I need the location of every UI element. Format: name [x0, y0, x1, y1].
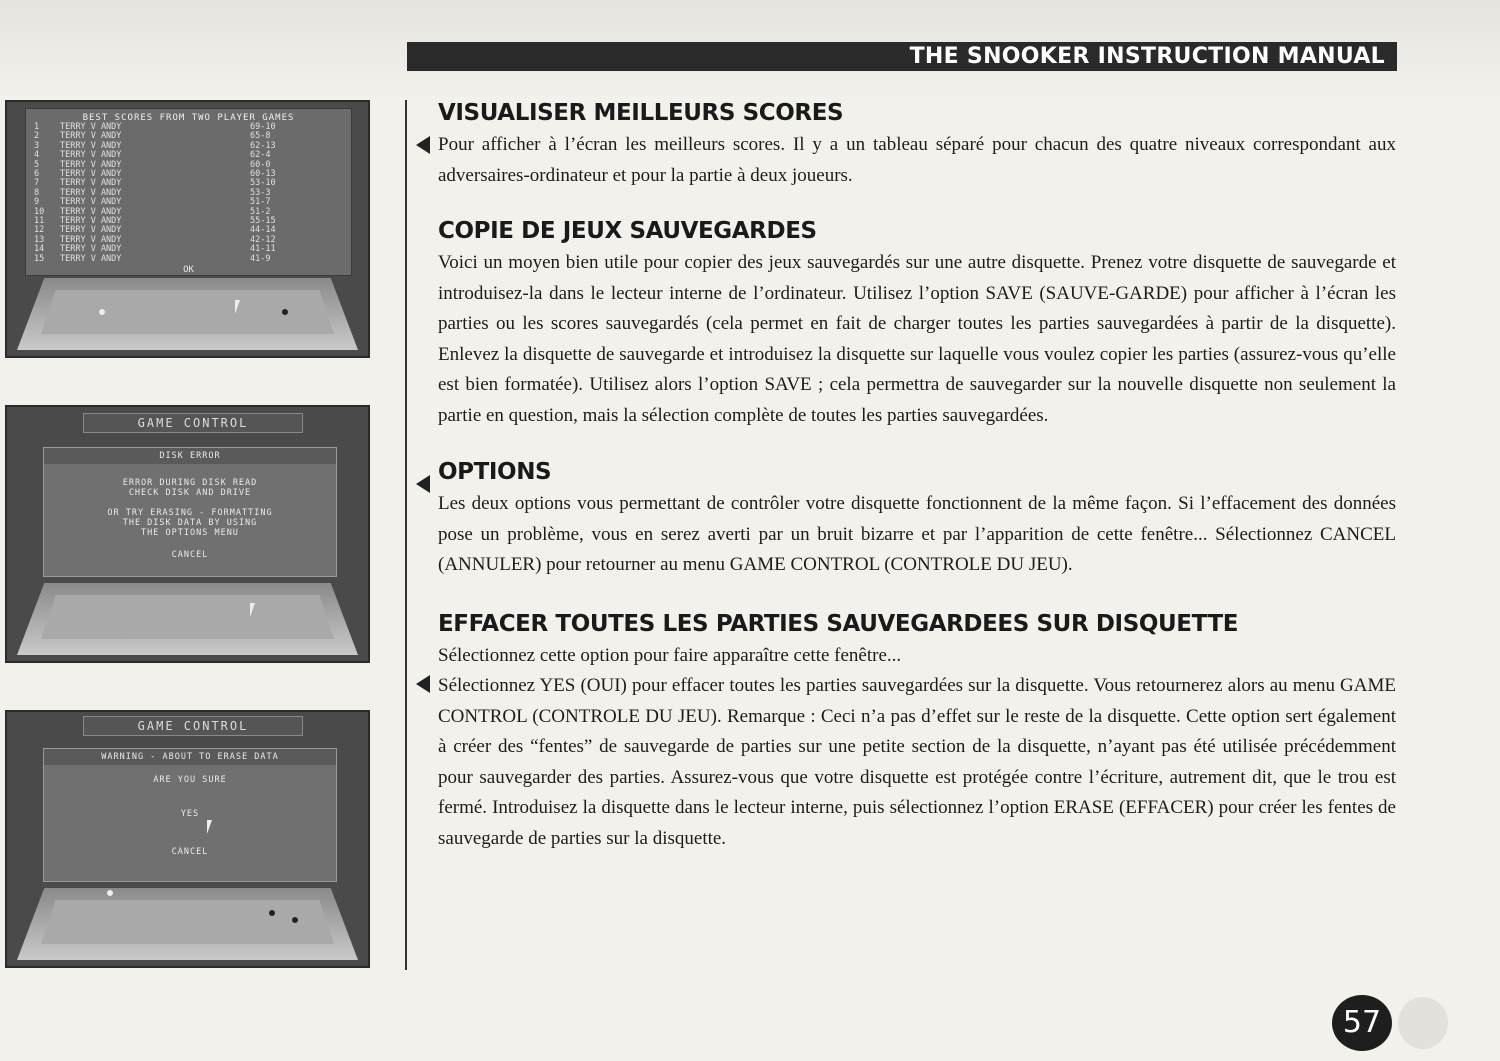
error-line-1: ERROR DURING DISK READ	[122, 478, 258, 488]
score-rank: 1	[34, 122, 40, 132]
score-list	[26, 123, 351, 264]
error-line-2: CHECK DISK AND DRIVE	[128, 488, 252, 498]
score-rank: 11	[34, 216, 45, 227]
snooker-table	[17, 888, 358, 960]
score-players: TERRY V ANDY	[60, 131, 122, 142]
score-row	[26, 255, 351, 264]
section-options	[438, 455, 1396, 581]
score-rank: 7	[34, 178, 40, 189]
score-players: TERRY V ANDY	[60, 122, 122, 132]
cancel-button: CANCEL	[171, 550, 209, 560]
score-rank: 6	[34, 169, 40, 180]
game-control-header: GAME CONTROL	[83, 716, 303, 736]
section-title: VISUALISER MEILLEURS SCORES	[438, 100, 844, 126]
section-effacer	[438, 607, 1396, 855]
scores-title: BEST SCORES FROM TWO PLAYER GAMES	[82, 113, 295, 123]
score-players: TERRY V ANDY	[60, 169, 122, 180]
score-value: 51-7	[250, 197, 271, 208]
section-paragraph: Pour afficher à l’écran les meilleurs scores. Il y a un tableau séparé pour chacun des quatre niveaux correspondant aux adversaires-ordinateur et pour la partie à deux joueurs.	[438, 134, 1396, 186]
score-value: 41-11	[250, 244, 276, 255]
score-rank: 3	[34, 140, 40, 151]
table-cloth	[41, 290, 334, 334]
error-line-5: THE OPTIONS MENU	[141, 528, 239, 538]
manual-header: THE SNOOKER INSTRUCTION MANUAL	[407, 42, 1397, 71]
score-rank: 9	[34, 197, 40, 208]
erase-warning-screenshot	[5, 710, 370, 968]
score-value: 62-4	[250, 150, 271, 161]
disk-error-dialog	[43, 447, 337, 577]
table-cloth	[41, 595, 334, 639]
score-players: TERRY V ANDY	[60, 206, 122, 217]
score-rank: 4	[34, 150, 40, 161]
cursor-icon	[250, 603, 255, 617]
score-players: TERRY V ANDY	[60, 159, 122, 170]
ball	[292, 917, 298, 923]
score-players: TERRY V ANDY	[60, 253, 122, 264]
cue-ball	[99, 309, 105, 315]
snooker-table	[17, 278, 358, 350]
cursor-icon	[235, 300, 240, 314]
score-value: 44-14	[250, 225, 276, 236]
disk-error-title: DISK ERROR	[44, 448, 336, 464]
table-cloth	[41, 900, 334, 944]
cancel-button: CANCEL	[171, 847, 209, 857]
score-rank: 13	[34, 234, 45, 245]
score-players: TERRY V ANDY	[60, 197, 122, 208]
ball	[269, 910, 275, 916]
section-paragraph: Les deux options vous permettant de contrôler votre disquette fonctionnent de la même façon. Si l’effacement des données pose un problème, vous en serez averti par un bruit bizarre et par l’apparition de cette fenêtre... Sélectionnez CANCEL (ANNULER) pour retourner au menu GAME CONTROL (CONTROLE DU JEU).	[438, 493, 1396, 575]
score-players: TERRY V ANDY	[60, 178, 122, 189]
pointer-arrow-icon	[416, 475, 430, 493]
score-value: 69-10	[250, 122, 276, 132]
score-players: TERRY V ANDY	[60, 216, 122, 227]
score-rank: 15	[34, 253, 45, 264]
score-players: TERRY V ANDY	[60, 150, 122, 161]
section-visualiser	[438, 96, 1396, 191]
section-paragraph: Voici un moyen bien utile pour copier des jeux sauvegardés sur une autre disquette. Prenez votre disquette de sauvegarde et introduisez-la dans le lecteur interne de l’ordinateur. Utilisez l’option SAVE (SAUVE-GARDE) pour afficher à l’écran les parties ou les scores sauvegardés (cela permet en fait de charger toutes les parties sauvegardées à partir de la disquette). Enlevez la disquette de sauvegarde et introduisez la disquette sur laquelle vous voulez copier les parties (assurez-vous qu’elle est bien formatée). Utilisez alors l’option SAVE ; cela permettra de sauvegarder sur la nouvelle disquette non seulement la partie en question, mais la sélection complète de toutes les parties sauvegardées.	[438, 252, 1396, 426]
score-players: TERRY V ANDY	[60, 244, 122, 255]
yes-button: YES	[180, 809, 200, 819]
snooker-table	[17, 583, 358, 655]
text-column	[438, 96, 1396, 854]
score-value: 65-8	[250, 131, 271, 142]
score-value: 51-2	[250, 206, 271, 217]
section-copie	[438, 214, 1396, 431]
section-title: EFFACER TOUTES LES PARTIES SAUVEGARDEES SUR DISQUETTE	[438, 610, 1239, 637]
column-divider	[405, 100, 407, 970]
section-paragraph: Sélectionnez YES (OUI) pour effacer toutes les parties sauvegardées sur la disquette. Vous retournerez alors au menu GAME CONTROL (CONTROLE DU JEU). Remarque : Ceci n’a pas d’effet sur le reste de la disquette. Cette option sert également à créer des “fentes” de sauvegarde de parties sur une petite section de la disquette, n’ayant pas été utilisée précédemment pour sauvegarder des parties. Assurez-vous que votre disquette est protégée contre l’écriture, autrement dit, que le trou est fermé. Introduisez la disquette dans le lecteur interne, puis sélectionnez l’option ERASE (EFFACER) pour créer les fentes de sauvegarde de parties sur la disquette.	[438, 675, 1396, 849]
scores-ok-button: OK	[183, 265, 194, 276]
pointer-arrow-icon	[416, 675, 430, 693]
score-players: TERRY V ANDY	[60, 140, 122, 151]
page-number-shadow	[1398, 997, 1448, 1049]
score-value: 53-3	[250, 187, 271, 198]
score-value: 55-15	[250, 216, 276, 227]
cue-ball	[107, 890, 113, 896]
error-line-3: OR TRY ERASING - FORMATTING	[107, 508, 273, 518]
warning-question: ARE YOU SURE	[153, 775, 227, 785]
score-rank: 14	[34, 244, 45, 255]
section-paragraph: Sélectionnez cette option pour faire apparaître cette fenêtre...	[438, 644, 902, 666]
score-rank: 5	[34, 159, 40, 170]
score-rank: 12	[34, 225, 45, 236]
score-players: TERRY V ANDY	[60, 234, 122, 245]
section-title: COPIE DE JEUX SAUVEGARDES	[438, 218, 817, 244]
score-players: TERRY V ANDY	[60, 225, 122, 236]
score-value: 62-13	[250, 140, 276, 151]
score-value: 41-9	[250, 253, 271, 264]
pointer-arrow-icon	[416, 136, 430, 154]
section-title: OPTIONS	[438, 459, 552, 485]
game-control-header: GAME CONTROL	[83, 413, 303, 433]
disk-error-screenshot	[5, 405, 370, 663]
score-rank: 10	[34, 206, 45, 217]
cursor-icon	[207, 820, 212, 834]
score-value: 60-0	[250, 159, 271, 170]
page-number: 57	[1332, 995, 1392, 1051]
score-value: 60-13	[250, 169, 276, 180]
scores-screen	[25, 108, 352, 276]
score-value: 53-10	[250, 178, 276, 189]
ball	[282, 309, 288, 315]
score-players: TERRY V ANDY	[60, 187, 122, 198]
warning-title: WARNING - ABOUT TO ERASE DATA	[44, 749, 336, 765]
best-scores-screenshot	[5, 100, 370, 358]
error-line-4: THE DISK DATA BY USING	[122, 518, 258, 528]
erase-warning-dialog	[43, 748, 337, 882]
score-value: 42-12	[250, 234, 276, 245]
score-rank: 8	[34, 187, 40, 198]
score-rank: 2	[34, 131, 40, 142]
